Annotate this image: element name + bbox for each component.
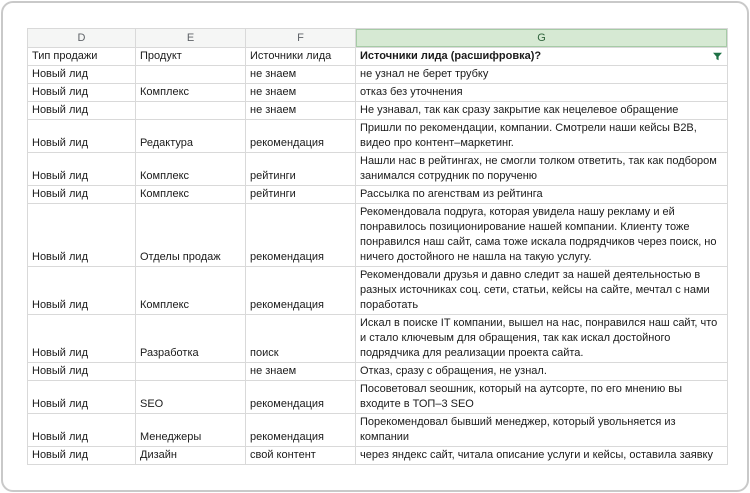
table-cell[interactable]: рекомендация [246,381,356,414]
table-cell[interactable]: Дизайн [136,447,246,465]
table-cell[interactable]: SEO [136,381,246,414]
table-cell[interactable]: Новый лид [28,120,136,153]
table-cell[interactable]: Новый лид [28,381,136,414]
table-cell[interactable]: Новый лид [28,315,136,363]
table-cell[interactable]: Новый лид [28,84,136,102]
table-cell[interactable]: не знаем [246,102,356,120]
header-cell-lead-source-detail[interactable] [356,48,728,66]
table-cell[interactable]: Новый лид [28,66,136,84]
table-cell[interactable]: Новый лид [28,414,136,447]
table-row [28,414,728,447]
column-letter-e[interactable]: E [136,29,246,48]
table-cell[interactable]: Разработка [136,315,246,363]
table-cell[interactable]: Комплекс [136,267,246,315]
table-cell[interactable]: не знаем [246,363,356,381]
table-row [28,204,728,267]
table-cell[interactable]: Новый лид [28,186,136,204]
table-cell[interactable]: Пришли по рекомендации, компании. Смотрели наши кейсы B2B, видео про контент–маркетинг. [356,120,728,153]
table-cell[interactable]: Комплекс [136,186,246,204]
table-cell[interactable]: рекомендация [246,414,356,447]
table-row [28,186,728,204]
table-row [28,381,728,414]
header-label: Источники лида (расшифровка)? [360,50,542,62]
table-row [28,84,728,102]
table-cell[interactable] [136,102,246,120]
column-letter-d[interactable]: D [28,29,136,48]
table-cell[interactable]: не знаем [246,84,356,102]
table-cell[interactable]: Не узнавал, так как сразу закрытие как нецелевое обращение [356,102,728,120]
table-cell[interactable]: свой контент [246,447,356,465]
header-cell-sale-type[interactable]: Тип продажи [28,48,136,66]
table-cell[interactable]: Новый лид [28,363,136,381]
table-cell[interactable]: поиск [246,315,356,363]
column-letter-f[interactable]: F [246,29,356,48]
table-cell[interactable]: Новый лид [28,447,136,465]
table-cell[interactable]: Искал в поиске IT компании, вышел на нас, понравился наш сайт, что и стало ключевым для обращения, так как искал достойного подрядчика для реализации проекта сайта. [356,315,728,363]
table-cell[interactable]: рейтинги [246,186,356,204]
table-cell[interactable]: отказ без уточнения [356,84,728,102]
table-cell[interactable]: Отказ, сразу с обращения, не узнал. [356,363,728,381]
table-row [28,66,728,84]
table-cell[interactable]: Новый лид [28,153,136,186]
table-cell[interactable]: Нашли нас в рейтингах, не смогли толком ответить, так как подбором занимался сотрудник по порученю [356,153,728,186]
table-cell[interactable]: рекомендация [246,267,356,315]
table-row [28,363,728,381]
table-cell[interactable]: Порекомендовал бывший менеджер, который увольняется из компании [356,414,728,447]
column-letters-row [28,29,728,48]
table-cell[interactable]: Рекомендовали друзья и давно следит за нашей деятельностью в разных источниках соц. сети, статьи, кейсы на сайте, мечтал с нами поработать [356,267,728,315]
filter-funnel-icon[interactable] [712,51,723,62]
table-cell[interactable]: Редактура [136,120,246,153]
table-cell[interactable]: Рекомендовала подруга, которая увидела нашу рекламу и ей понравилось позиционирование нашей компании. Клиенту тоже понравился наш сайт, сама тоже искала подрядчиков через поиск, но ничего достойного не нашла на такую услугу. [356,204,728,267]
table-row [28,267,728,315]
table-row [28,447,728,465]
header-cell-product[interactable]: Продукт [136,48,246,66]
header-row [28,48,728,66]
table-cell[interactable] [136,363,246,381]
table-cell[interactable]: Отделы продаж [136,204,246,267]
column-letter-g-selected[interactable]: G [356,29,728,48]
header-cell-lead-source[interactable]: Источники лида [246,48,356,66]
table-cell[interactable]: Новый лид [28,102,136,120]
sheet-grid [27,28,728,465]
table-cell[interactable]: не узнал не берет трубку [356,66,728,84]
table-cell[interactable]: через яндекс сайт, читала описание услуги и кейсы, оставила заявку [356,447,728,465]
table-cell[interactable]: Рассылка по агенствам из рейтинга [356,186,728,204]
table-cell[interactable]: рейтинги [246,153,356,186]
sheet-rows [28,66,728,465]
table-cell[interactable] [136,66,246,84]
table-cell[interactable]: не знаем [246,66,356,84]
table-row [28,102,728,120]
table-row [28,153,728,186]
table-cell[interactable]: Новый лид [28,204,136,267]
table-cell[interactable]: Комплекс [136,153,246,186]
table-cell[interactable]: Менеджеры [136,414,246,447]
table-row [28,120,728,153]
table-row [28,315,728,363]
table-cell[interactable]: рекомендация [246,120,356,153]
table-cell[interactable]: рекомендация [246,204,356,267]
table-cell[interactable]: Новый лид [28,267,136,315]
table-cell[interactable]: Посоветовал seoшник, который на аутсорте, по его мнению вы входите в ТОП–3 SEO [356,381,728,414]
table-cell[interactable]: Комплекс [136,84,246,102]
